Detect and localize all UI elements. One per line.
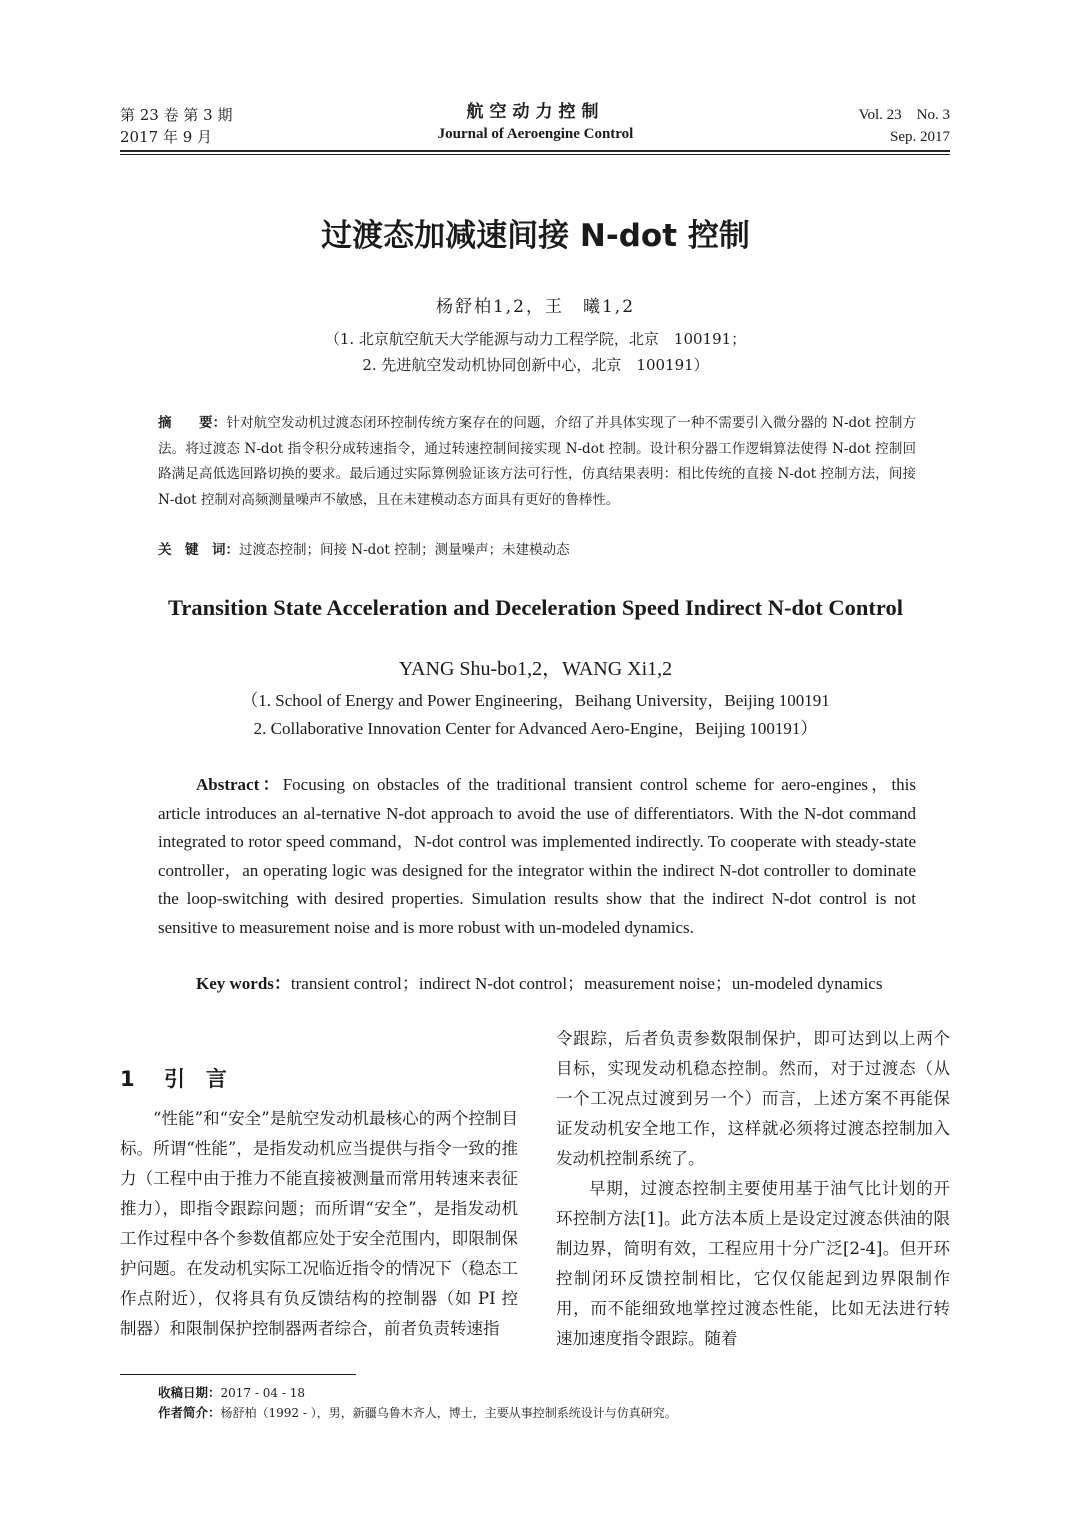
paper-title-en: Transition State Acceleration and Deceleration Speed Indirect N-dot Control xyxy=(168,595,903,620)
body-paragraph: “性能”和“安全”是航空发动机最核心的两个控制目标。所谓“性能”，是指发动机应当提供与指令一致的推力（工程中由于推力不能直接被测量而常用转速来表征推力），即指令跟踪问题；而所谓“安全”，是指发动机工作过程中各个参数值都应处于安全范围内，即限制保护问题。在发动机实际工况临近指令的情况下（稳态工作点附近），仅将具有负反馈结构的控制器（如 PI 控制器）和限制保护控制器两者综合，前者负责转速指 xyxy=(120,1109,518,1338)
paper-title-cn: 过渡态加减速间接 N-dot 控制 xyxy=(321,218,750,254)
section-title: 引 言 xyxy=(163,1067,227,1091)
abstract-cn-label: 摘 要： xyxy=(158,415,227,431)
date-en: Sep. 2017 xyxy=(890,129,950,145)
affiliation-en-2: 2. Collaborative Innovation Center for Advanced Aero-Engine，Beijing 100191） xyxy=(253,719,818,738)
body-column-right xyxy=(556,1024,950,1354)
author-bio-label: 作者简介： xyxy=(158,1405,221,1420)
author-bio xyxy=(158,1403,677,1423)
journal-name-cn: 航空动力控制 xyxy=(466,102,605,122)
footnote-rule xyxy=(120,1374,356,1375)
affiliation-cn-1: （1. 北京航空航天大学能源与动力工程学院，北京 100191； xyxy=(324,330,747,348)
issue-info-en xyxy=(859,104,950,148)
volume-en: Vol. 23 No. 3 xyxy=(858,107,950,123)
affiliation-cn-2: 2. 先进航空发动机协同创新中心，北京 100191） xyxy=(362,356,709,374)
affiliations-en xyxy=(0,687,1071,743)
keywords-cn-text: 过渡态控制；间接 N-dot 控制；测量噪声；未建模动态 xyxy=(239,542,570,558)
abstract-cn-text: 针对航空发动机过渡态闭环控制传统方案存在的问题，介绍了并具体实现了一种不需要引入微分器的 N-dot 控制方法。将过渡态 N-dot 指令积分成转速指令，通过转速控制间接实现 N-dot 控制。设计积分器工作逻辑算法使得 N-dot 控制回路满足高低选回路切换的要求。最后通过实际算例验证该方法可行性，仿真结果表明：相比传统的直接 N-dot 控制方法，间接 N-dot 控制对高频测量噪声不敏感，且在未建模动态方面具有更好的鲁棒性。 xyxy=(158,415,917,508)
header-rule-thick xyxy=(120,150,950,152)
abstract-en-text: Focusing on obstacles of the traditional transient control scheme for aero-engines，this article introduces an al-ternative N-dot approach to avoid the use of differentiators. With the N-dot command integrated to rotor speed command，N-dot control was implemented indirectly. To cooperate with steady-state controller，an operating logic was designed for the integrator within the indirect N-dot controller to dominate the loop-switching with desired properties. Simulation results show that the indirect N-dot control is not sensitive to measurement noise and is more robust with un-modeled dynamics. xyxy=(158,775,917,937)
date-cn: 2017 年 9 月 xyxy=(120,128,213,146)
body-column-left xyxy=(120,1104,518,1344)
received-date xyxy=(158,1383,677,1403)
received-label: 收稿日期： xyxy=(158,1385,221,1400)
body-paragraph: 早期，过渡态控制主要使用基于油气比计划的开环控制方法[1]。此方法本质上是设定过渡态供油的限制边界，简明有效，工程应用十分广泛[2-4]。但开环控制闭环反馈控制相比，它仅仅能起到边界限制作用，而不能细致地掌控过渡态性能，比如无法进行转速加速度指令跟踪。随着 xyxy=(556,1179,950,1348)
section-heading xyxy=(120,1064,227,1094)
received-value: 2017 - 04 - 18 xyxy=(220,1386,305,1400)
authors-cn: 杨舒柏1,2，王 曦1,2 xyxy=(435,297,636,317)
section-number: 1 xyxy=(120,1067,135,1091)
abstract-en-label: Abstract： xyxy=(196,775,283,794)
header-rule-thin xyxy=(120,154,950,155)
affiliation-en-1: （1. School of Energy and Power Engineering，Beihang University，Beijing 100191 xyxy=(241,691,830,710)
journal-name-en: Journal of Aeroengine Control xyxy=(437,126,634,142)
keywords-en xyxy=(196,969,916,998)
author-bio-value: 杨舒柏（1992 - ），男，新疆乌鲁木齐人，博士，主要从事控制系统设计与仿真研究。 xyxy=(220,1406,677,1420)
keywords-en-text: transient control；indirect N-dot control；measurement noise；un-modeled dynamics xyxy=(290,974,883,993)
abstract-cn xyxy=(158,411,916,513)
abstract-en xyxy=(158,771,916,942)
keywords-cn-label: 关 键 词： xyxy=(158,542,239,558)
body-paragraph: 令跟踪，后者负责参数限制保护，即可达到以上两个目标，实现发动机稳态控制。然而，对于过渡态（从一个工况点过渡到另一个）而言，上述方案不再能保证发动机安全地工作，这样就必须将过渡态控制加入发动机控制系统了。 xyxy=(556,1029,950,1168)
keywords-en-label: Key words： xyxy=(196,974,291,993)
affiliations-cn xyxy=(0,326,1071,378)
volume-cn: 第 23 卷 第 3 期 xyxy=(120,106,233,124)
footnote xyxy=(158,1383,677,1423)
keywords-cn xyxy=(158,539,916,561)
authors-en: YANG Shu-bo1,2，WANG Xi1,2 xyxy=(398,658,673,680)
